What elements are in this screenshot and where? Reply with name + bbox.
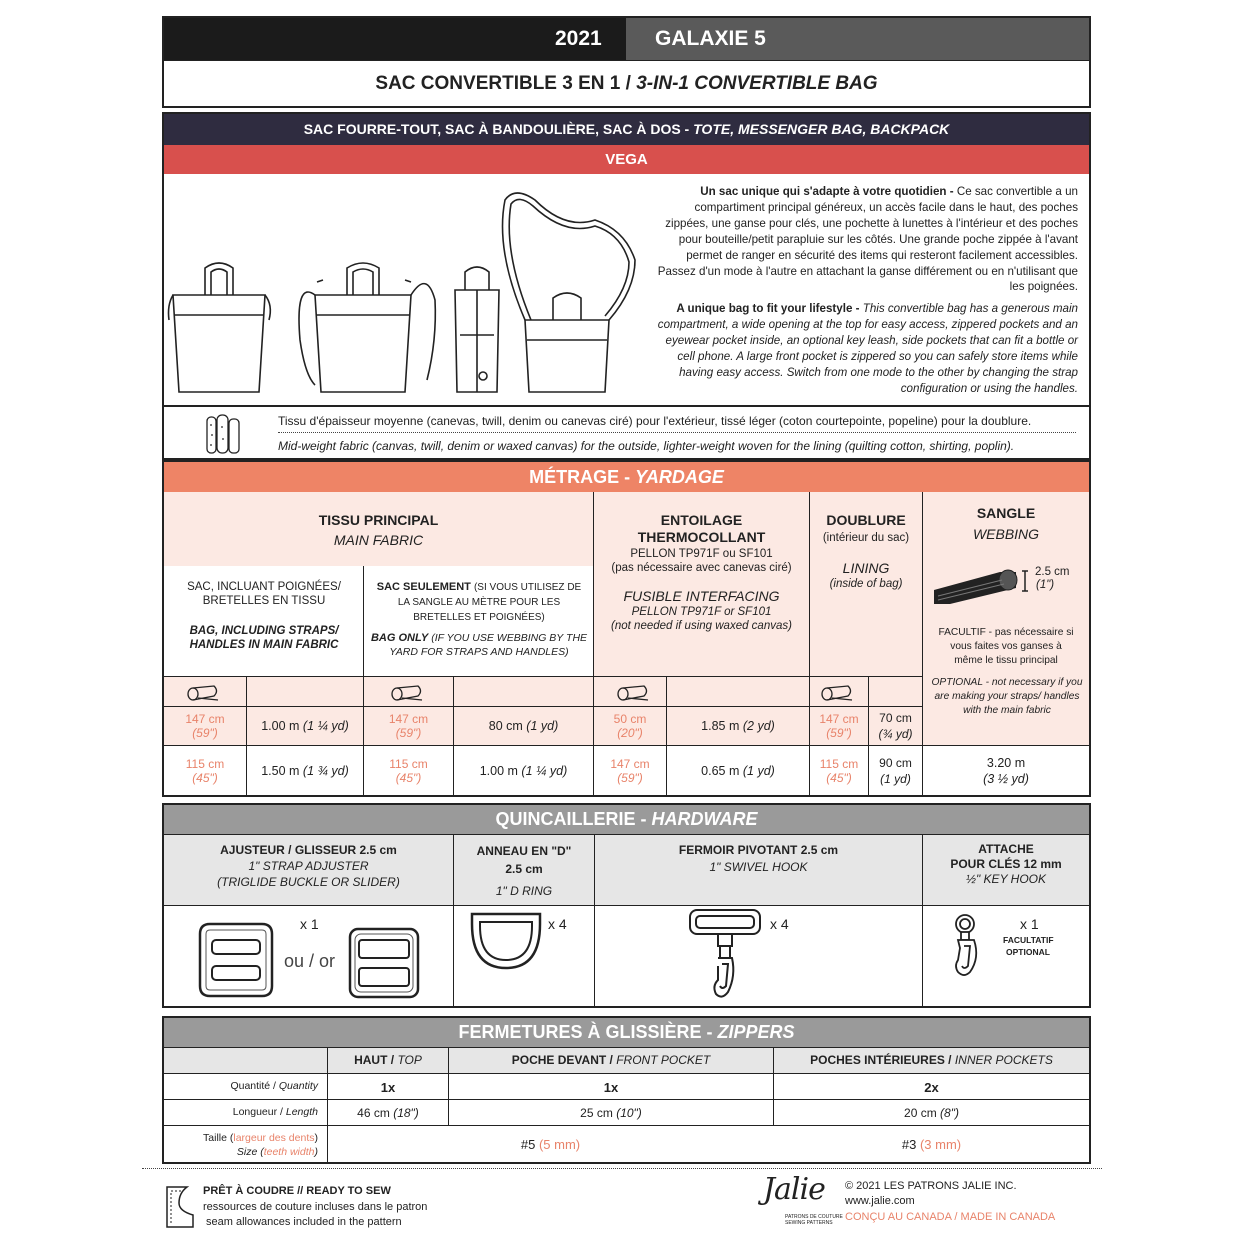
zip-s1b: (5 mm) [538,1137,581,1152]
seam-allowance-fr: ressources de couture incluses dans le patron [203,1201,428,1213]
r1-width-3 [594,708,666,744]
collection-name: GALAXIE 5 [655,27,766,50]
r1-amount-1 [247,708,363,744]
year: 2021 [555,27,602,50]
r2-v3a: 0.65 m [701,764,740,778]
yg-h1 [164,676,922,677]
zip-l2b: (10") [616,1106,642,1120]
r1-width-2 [364,708,453,744]
r2-amount-3 [667,747,809,795]
r1-v4a: 70 cm [879,711,912,725]
hw3-fr: FERMOIR PIVOTANT 2.5 cm [678,843,839,857]
r2-w4b: (45") [826,771,852,785]
styles-en: TOTE, MESSENGER BAG, BACKPACK [693,121,950,137]
zp-h2 [164,1073,1089,1074]
zip-len-inner [774,1101,1089,1125]
lining-header [810,512,922,612]
hw1-fr: AJUSTEUR / GLISSEUR 2.5 cm [220,843,397,857]
zp-h4 [164,1125,1089,1126]
interfacing-note: (pas nécessaire avec canevas ciré) [611,562,792,574]
fabric-divider [164,405,1089,407]
hw-h2 [164,905,1089,906]
made-in-canada [845,1211,1055,1223]
hw1-en2: (TRIGLIDE BUCKLE OR SLIDER) [217,875,400,889]
fabric-en: Mid-weight fabric (canvas, twill, denim or waxed canvas) for the outside, lighter-weight woven for the lining (quilting cotton, shirting, poplin). [278,439,1015,453]
zip-s2b: (3 mm) [919,1137,962,1152]
bag-only-fr [370,580,588,625]
logo-sub-2: SEWING PATTERNS [785,1220,833,1226]
zip-row-quantity-label [164,1080,318,1092]
lining-en-sub: (inside of bag) [829,578,903,590]
webbing-fr: SANGLE [976,505,1036,521]
bag-incl-fr: SAC, INCLUANT POIGNÉES/ BRETELLES EN TISSU [187,581,341,607]
zip-qty-top: 1x [380,1079,396,1095]
interfacing-note-en: (not needed if using waxed canvas) [611,620,792,632]
r2-amount-2 [454,747,593,795]
zip-size-fr-c: ) [314,1132,318,1144]
main-fabric-fr: TISSU PRINCIPAL [318,512,439,528]
bag-only-fr-bold: SAC SEULEMENT [376,581,471,593]
slider-icon [347,926,421,1000]
triglide-buckle-icon [196,920,276,1000]
r1-w3b: (20") [617,726,643,740]
webbing-optional-fr: FACULTIF - pas nécessaire si vous faites vos ganses à même le tissu principal [938,627,1074,666]
r1-w2b: (59") [395,726,422,740]
hw-keyhook-header [923,842,1089,887]
hw1-or: ou / or [284,951,336,971]
r1-amount-3 [667,708,809,744]
hw-adjuster-header [164,842,453,890]
footer-dotted-line [142,1168,1102,1169]
hw4-fr2: POUR CLÉS 12 mm [950,857,1062,871]
r1-w2: 147 cm [388,712,429,726]
interfacing-fr: ENTOILAGE THERMOCOLLANT [637,512,766,545]
lining-en: LINING [842,560,890,576]
key-hook-icon [948,912,988,978]
zip-len-front [449,1101,773,1125]
description-fr-body: Ce sac convertible a un compartiment principal généreux, un accès facile dans le haut, des poches zippées, une ganse pour clés, une pochette à lunettes à l'intérieur et des poches pour bouteille/petit parapluie sur les côtés. Une grande poche zippée à l'avant permet de ranger en sécurité des items qui resteront facilement accessibles. Passez d'un mode à l'autre en attachant la ganse différement ou en n'utilisant que les poignées. [657,185,1078,294]
webbing-optional-en: OPTIONAL - not necessary if you are making your straps/ handles with the main fabric [931,677,1083,716]
zippers-title-fr: FERMETURES À GLISSIÈRE - [458,1022,713,1042]
bag-incl-en: BAG, INCLUDING STRAPS/ HANDLES IN MAIN FABRIC [189,625,339,651]
title-en: 3-IN-1 CONVERTIBLE BAG [636,73,878,94]
seam-allowance-en: seam allowances included in the pattern [206,1216,402,1228]
zip-len-top [328,1101,448,1125]
zip-qty-inner: 2x [924,1079,939,1095]
r2-v2a: 1.00 m [479,764,518,778]
r1-v4b: (¾ yd) [878,727,913,741]
description-en-body: This convertible bag has a generous main compartment, a wide opening at the top for easy access, zippered pockets and an eyewear pocket inside, an optional key leash, side pockets that can fit a bottle or cell phone. A large front pocket is zippered so you can safely store items while having easy access. Switch from one mode to the other by changing the strap configuration or using the handles. [657,302,1078,395]
messenger-bag-drawing [299,263,435,392]
yg-h3 [164,745,1089,746]
bag-only-header [370,580,588,676]
fabric-fr: Tissu d'épaisseur moyenne (canevas, twill, denim ou canevas ciré) pour l'extérieur, tissé léger (coton courtepointe, popeline) pour la doublure. [278,414,1032,428]
description-fr [650,184,1078,295]
fabric-roll-icon [186,684,220,702]
hw-h1 [164,834,1089,835]
hw1-en: 1" STRAP ADJUSTER [248,859,369,873]
hw2-fr: ANNEAU EN "D" [476,844,572,858]
r1-w1: 147 cm [185,712,225,726]
r2-w3b: (59") [617,771,643,785]
r1-v2b: (1 yd) [526,719,559,733]
hw2-fr2: 2.5 cm [505,862,543,876]
r2-w2b: (45") [395,771,422,785]
zippers-title [164,1018,1089,1047]
r2-w2: 115 cm [389,757,428,771]
styles-fr: SAC FOURRE-TOUT, SAC À BANDOULIÈRE, SAC À DOS - [303,121,690,137]
fabric-roll-icon [820,684,854,702]
zip-c2-fr: POCHE DEVANT / [511,1053,613,1067]
hardware-title-fr: QUINCAILLERIE - [495,809,647,829]
lining-fr-sub: (intérieur du sac) [822,532,910,544]
title-fr: SAC CONVERTIBLE 3 EN 1 / [375,73,631,94]
hw-dring-header [454,842,594,900]
description-fr-lead: Un sac unique qui s'adapte à votre quotidien - [700,185,954,198]
hw2-quantity: x 4 [548,916,567,932]
zip-size-en: Size ( [236,1146,264,1158]
zip-l2: 25 cm [580,1106,613,1120]
header-divider [164,60,1089,61]
zip-l1b: (18") [393,1106,419,1120]
zip-qty-fr: Quantité / [230,1080,276,1092]
made-en: MADE IN CANADA [960,1211,1056,1223]
hw4-fr: ATTACHE [978,842,1034,856]
zip-l3b: (8") [940,1106,959,1120]
zip-col-top [328,1049,448,1071]
zip-c1-en: TOP [397,1053,422,1067]
zip-size-fr: Taille ( [203,1132,234,1144]
zip-size-en-o: teeth width [263,1146,315,1158]
logo-sub-1: PATRONS DE COUTURE [785,1214,843,1220]
webbing-width-marker [1020,570,1030,592]
zip-s1: #5 [520,1137,536,1152]
fabric-rolls-icon [205,413,245,455]
r2-w4: 115 cm [819,757,859,771]
fabric-roll-icon [616,684,650,702]
d-ring-icon [468,910,544,972]
webbing-en: WEBBING [972,526,1040,542]
zip-c2-en: FRONT POCKET [616,1053,711,1067]
description-en [650,301,1078,396]
r2-w1b: (45") [192,771,218,785]
hw3-en: 1" SWIVEL HOOK [709,860,808,874]
zip-c1-fr: HAUT / [354,1053,395,1067]
r1-v3a: 1.85 m [701,719,740,733]
r1-v1a: 1.00 m [261,719,300,733]
zip-size-fr-o: largeur des dents [233,1132,315,1144]
zip-size-inner [774,1127,1089,1162]
r1-w4: 147 cm [819,712,859,726]
r2-width-4 [810,747,868,795]
pattern-piece-icon [165,1185,195,1229]
r1-amount-4 [869,708,922,744]
zip-row-size-label [164,1131,318,1159]
yg-h2 [164,706,922,707]
tote-bag-drawing [169,263,271,392]
r1-w1b: (59") [192,726,218,740]
crossbody-bag-drawing [503,193,636,392]
hw4-en: ½" KEY HOOK [965,872,1047,886]
zip-size-en-c: ) [314,1146,318,1158]
jalie-logo: Jalie [763,1172,825,1207]
r2-web-b: (3 ½ yd) [983,772,1029,786]
zip-c3-en: INNER POCKETS [954,1053,1053,1067]
r1-v2a: 80 cm [488,719,523,733]
website-link[interactable]: www.jalie.com [845,1195,915,1207]
zip-s2: #3 [901,1137,917,1152]
zip-l1: 46 cm [357,1106,390,1120]
backpack-drawing [455,267,499,392]
r1-w4b: (59") [826,726,852,740]
swivel-hook-icon [684,906,768,1002]
yardage-title [164,462,1089,492]
zip-col-front [449,1049,773,1071]
ready-fr: PRÊT À COUDRE // [203,1185,304,1197]
zip-len-en: Length [285,1106,318,1118]
main-fabric-header [164,505,593,555]
styles-bar [164,114,1089,145]
webbing-size-in: (1") [1036,579,1055,591]
r2-width-2 [364,747,453,795]
r2-w1: 115 cm [185,757,225,771]
pattern-name: VEGA [164,145,1089,174]
bag-only-en-note: (IF YOU USE WEBBING BY THE YARD FOR STRAPS AND HANDLES) [389,632,588,658]
r1-width-1 [164,708,246,744]
bag-only-en-bold: BAG ONLY [370,632,429,644]
webbing-size: 2.5 cm [1035,566,1070,578]
interfacing-en: FUSIBLE INTERFACING [623,588,780,604]
interfacing-brand-en: PELLON TP971F or SF101 [631,606,772,618]
r1-w3: 50 cm [613,712,647,726]
yardage-title-fr: MÉTRAGE - [529,467,631,487]
r2-v1a: 1.50 m [261,764,300,778]
interfacing-brand: PELLON TP971F ou SF101 [630,548,773,560]
r2-v1b: (1 ¾ yd) [302,764,349,778]
made-fr: CONÇU AU CANADA / [845,1211,958,1223]
hardware-title [164,805,1089,834]
main-fabric-en: MAIN FABRIC [333,532,424,548]
hw3-quantity: x 4 [770,916,789,932]
r1-v3b: (2 yd) [742,719,775,733]
r2-width-1 [164,747,246,795]
r2-width-3 [594,747,666,795]
bag-illustrations [165,180,645,402]
r1-v1b: (1 ¼ yd) [302,719,349,733]
hardware-title-en: HARDWARE [651,809,758,829]
interfacing-header [596,512,807,642]
yardage-title-en: YARDAGE [635,467,724,487]
hw2-en: 1" D RING [495,884,553,898]
zip-l3: 20 cm [904,1106,937,1120]
r2-v4b: (1 yd) [880,772,911,786]
zip-col-inner [774,1049,1089,1071]
r2-v4a: 90 cm [879,756,912,770]
zip-size-top-front [328,1127,773,1162]
webbing-roll-icon [930,560,1022,606]
ready-to-sew [203,1185,391,1197]
fabric-dotted-line [278,432,1076,433]
zip-len-fr: Longueur / [232,1106,283,1118]
webbing-header [923,505,1089,545]
zippers-title-en: ZIPPERS [717,1022,795,1042]
zip-qty-en: Quantity [278,1080,318,1092]
copyright: © 2021 LES PATRONS JALIE INC. [845,1180,1017,1192]
hw4-optional-en: OPTIONAL [1006,947,1050,957]
bag-only-en [370,631,588,659]
r2-web-a: 3.20 m [986,756,1026,770]
r1-amount-2 [454,708,593,744]
r1-width-4 [810,708,868,744]
fabric-roll-icon [390,684,424,702]
r2-webbing-amount [923,747,1089,795]
description-en-lead: A unique bag to fit your lifestyle - [676,302,860,315]
ready-en: READY TO SEW [306,1185,391,1197]
zip-row-length-label [164,1106,318,1118]
r2-v3b: (1 yd) [742,764,775,778]
page-title [164,73,1089,95]
lining-fr: DOUBLURE [826,512,906,528]
zp-h1 [164,1047,1089,1048]
hw4-quantity: x 1 [1020,916,1039,932]
zip-c3-fr: POCHES INTÉRIEURES / [810,1053,952,1067]
bag-incl-straps-header [172,580,356,670]
r2-amount-1 [247,747,363,795]
r2-amount-4 [869,747,922,795]
zp-h3 [164,1099,1089,1100]
bag-only-fr-note: (SI VOUS UTILISEZ DE LA SANGLE AU MÈTRE POUR LES BRETELLES ET POIGNÉES) [397,582,582,623]
r2-v2b: (1 ¼ yd) [521,764,568,778]
hw-swivel-header [595,842,922,876]
hw4-optional-fr: FACULTATIF [1003,935,1054,945]
r2-w3: 147 cm [610,757,650,771]
zip-qty-front: 1x [603,1079,619,1095]
hw1-quantity: x 1 [300,916,319,932]
